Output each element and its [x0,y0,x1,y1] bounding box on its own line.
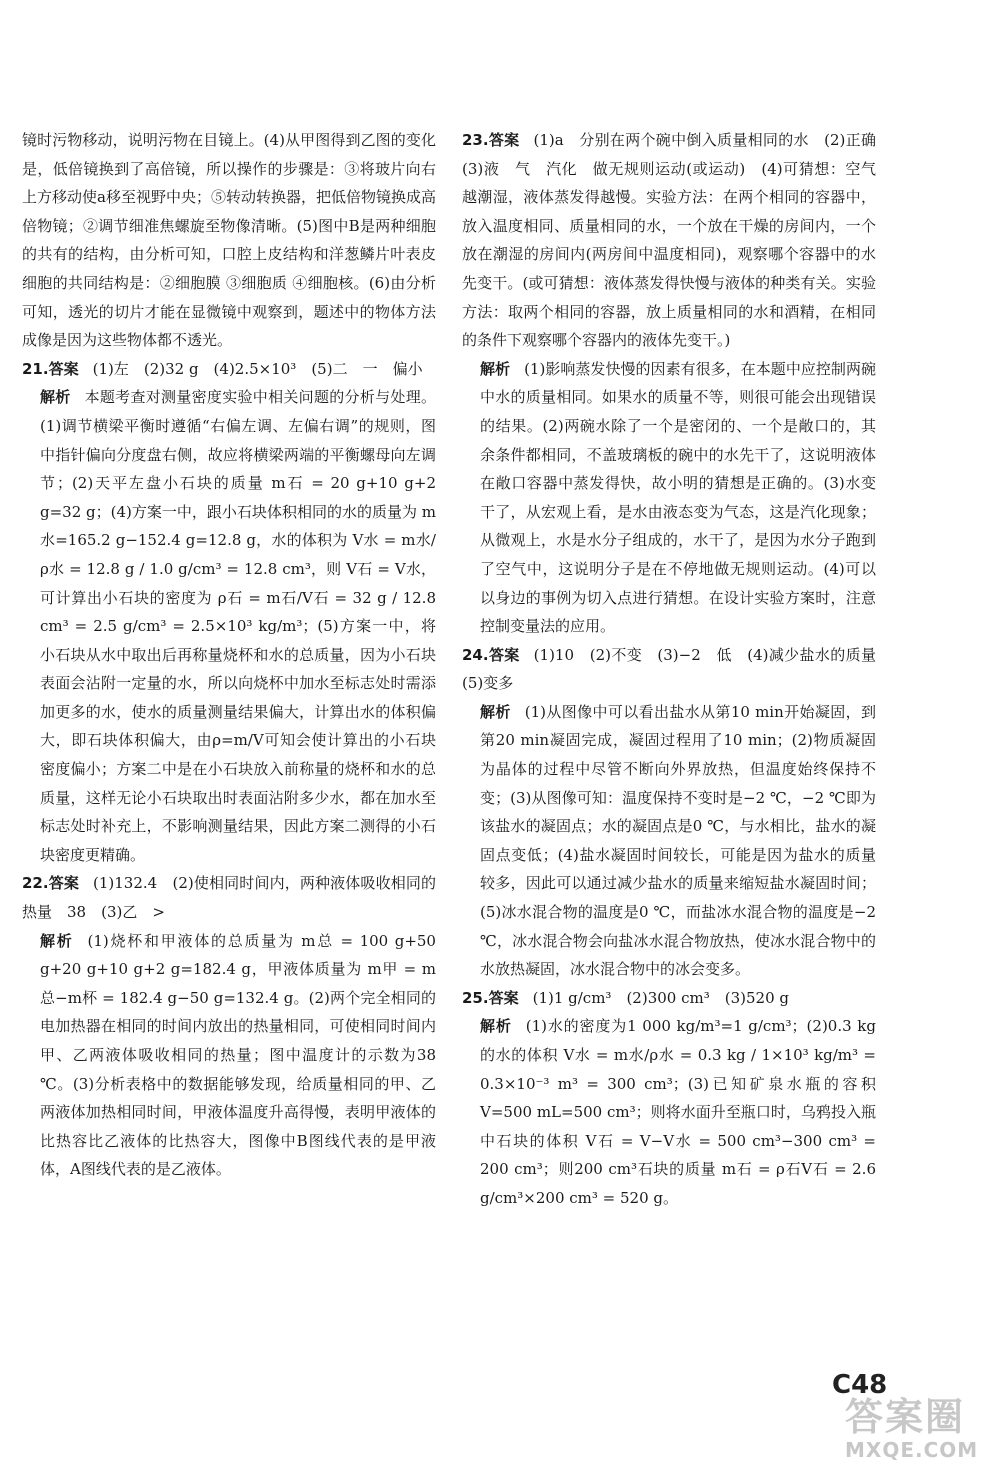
q22-answer-label: 答案 [48,874,80,893]
q24-number: 24. [462,645,489,664]
q21-analysis: 本题考查对测量密度实验中相关问题的分析与处理。(1)调节横梁平衡时遵循“右偏左调、左偏右调”的规则，图中指针偏向分度盘右侧，故应将横梁两端的平衡螺母向左调节；(2)天平左盘小石块的质量 m石 = 20 g+10 g+2 g=32 g；(4)方案一中，跟小石块体积相同的水的质量为 m水=165.2 g−152.4 g=12.8 g，水的体积为 V水 = m水/ρ水 = 12.8 g / 1.0 g/cm³ = 12.8 cm³，则 V石 = V水，可计算出小石块的密度为 ρ石 = m石/V石 = 32 g / 12.8 cm³ = 2.5 g/cm³ = 2.5×10³ kg/m³；(5)方案一中，将小石块从水中取出后再称量烧杯和水的总质量，因为小石块表面会沾附一定量的水，所以向烧杯中加水至标志处时需添加更多的水，使水的质量测量结果偏大，计算出水的体积偏大，即石块体积偏大，由ρ=m/V可知会使计算出的小石块密度偏小；方案二中是在小石块放入前称量的烧杯和水的总质量，这样无论小石块取出时表面沾附多少水，都在加水至标志处时补充上，不影响测量结果，因此方案二测得的小石块密度更精确。 [40,388,436,864]
question-23 [462,126,892,641]
q25-answer-line [462,984,876,1013]
question-25 [462,984,876,1213]
q23-answer-label: 答案 [488,131,520,149]
q24-answer: (1)10 (2)不变 (3)−2 低 (4)减少盐水的质量 (5)变多 [462,645,892,693]
q23-answer-line [462,126,892,355]
q24-analysis-block [462,698,876,984]
q20-continuation: 镜时污物移动，说明污物在目镜上。(4)从甲图得到乙图的变化是，低倍镜换到了高倍镜，所以操作的步骤是：③将玻片向右上方移动使a移至视野中央；⑤转动转换器，把低倍物镜换成高倍物镜；②调节细准焦螺旋至物像清晰。(5)图中B是两种细胞的共有的结构，由分析可知，口腔上皮结构和洋葱鳞片叶表皮细胞的共同结构是：②细胞膜 ③细胞质 ④细胞核。(6)由分析可知，透光的切片才能在显微镜中观察到，题述中的物体方法成像是因为这些物体都不透光。 [22,131,436,350]
page-number: C48 [832,1370,888,1400]
left-column [22,126,436,1184]
question-22 [22,869,436,1184]
q21-number: 21. [22,359,49,378]
q21-answer: (1)左 (2)32 g (4)2.5×10³ (5)二 一 偏小 [92,359,423,378]
q23-number: 23. [462,131,489,149]
watermark-logo-text: 答案圈 [845,1395,966,1439]
q25-analysis: (1)水的密度为1 000 kg/m³=1 g/cm³；(2)0.3 kg的水的体积 V水 = m水/ρ水 = 0.3 kg / 1×10³ kg/m³ = 0.3×10⁻³ m³ = 300 cm³；(3)已知矿泉水瓶的容积 V=500 mL=500 cm³；则将水面升至瓶口时，乌鸦投入瓶中石块的体积 V石 = V−V水 = 500 cm³−300 cm³ = 200 cm³；则200 cm³石块的质量 m石 = ρ石V石 = 2.6 g/cm³×200 cm³ = 520 g。 [480,1017,876,1207]
right-column [462,126,892,1213]
q22-number: 22. [22,874,49,893]
watermark-url: MXQE.COM [845,1438,979,1462]
q21-analysis-block [22,383,436,869]
q24-analysis: (1)从图像中可以看出盐水从第10 min开始凝固，到第20 min凝固完成，凝固过程用了10 min；(2)物质凝固为晶体的过程中尽管不断向外界放热，但温度始终保持不变；(3)从图像可知：温度保持不变时是−2 ℃，−2 ℃即为该盐水的凝固点；水的凝固点是0 ℃，与水相比，盐水的凝固点变低；(4)盐水凝固时间较长，可能是因为盐水的质量较多，因此可以通过减少盐水的质量来缩短盐水凝固时间；(5)冰水混合物的温度是0 ℃，而盐冰水混合物的温度是−2 ℃，冰水混合物会向盐冰水混合物放热，使冰水混合物中的水放热凝固，冰水混合物中的冰会变多。 [480,702,876,979]
q22-analysis-label: 解析 [40,931,74,950]
q21-answer-label: 答案 [48,359,79,378]
q25-answer-label: 答案 [488,988,519,1007]
question-24 [462,641,892,984]
question-21 [22,355,436,870]
q22-analysis: (1)烧杯和甲液体的总质量为 m总 = 100 g+50 g+20 g+10 g+2 g=182.4 g，甲液体质量为 m甲 = m总−m杯 = 182.4 g−50 g=132.4 g。(2)两个完全相同的电加热器在相同的时间内放出的热量相同，可使相同时间内甲、乙两液体吸收相同的热量；图中温度计的示数为38 ℃。(3)分析表格中的数据能够发现，给质量相同的甲、乙两液体加热相同时间，甲液体温度升高得慢，表明甲液体的比热容比乙液体的比热容大，图像中B图线代表的是甲液体，A图线代表的是乙液体。 [40,931,436,1179]
q22-analysis-block [22,927,436,1184]
q25-answer: (1)1 g/cm³ (2)300 cm³ (3)520 g [532,988,789,1007]
q25-number: 25. [462,988,489,1007]
q24-analysis-label: 解析 [480,702,511,721]
q22-answer: (1)132.4 (2)使相同时间内，两种液体吸收相同的热量 38 (3)乙 > [22,874,436,922]
q24-answer-line [462,641,892,698]
q23-analysis: (1)影响蒸发快慢的因素有很多，在本题中应控制两碗中水的质量相同。如果水的质量不等，则很可能会出现错误的结果。(2)两碗水除了一个是密闭的、一个是敞口的，其余条件都相同，不盖玻璃板的碗中的水先干了，这说明液体在敞口容器中蒸发得快，故小明的猜想是正确的。(3)水变干了，从宏观上看，是水由液态变为气态，这是汽化现象；从微观上，水是水分子组成的，水干了，是因为水分子跑到了空气中，这说明分子是在不停地做无规则运动。(4)可以以身边的事例为切入点进行猜想。在设计实验方案时，注意控制变量法的应用。 [480,359,876,636]
q25-analysis-label: 解析 [480,1017,512,1036]
q22-answer-line [22,869,436,926]
q23-analysis-block [462,355,876,641]
q23-analysis-label: 解析 [480,359,511,378]
site-watermark [845,1395,995,1465]
q23-answer: (1)a 分别在两个碗中倒入质量相同的水 (2)正确 (3)液 气 汽化 做无规则运动(或运动) (4)可猜想：空气越潮湿，液体蒸发得越慢。实验方法：在两个相同的容器中，放入温度相同、质量相同的水，一个放在干燥的房间内，一个放在潮湿的房间内(两房间中温度相同)，观察哪个容器中的水先变干。(或可猜想：液体蒸发得快慢与液体的种类有关。实验方法：取两个相同的容器，放上质量相同的水和酒精，在相同的条件下观察哪个容器内的液体先变干。) [462,131,892,350]
q24-answer-label: 答案 [488,645,520,664]
q21-answer-line [22,355,436,384]
q21-analysis-label: 解析 [40,388,71,407]
q25-analysis-block [462,1012,876,1212]
